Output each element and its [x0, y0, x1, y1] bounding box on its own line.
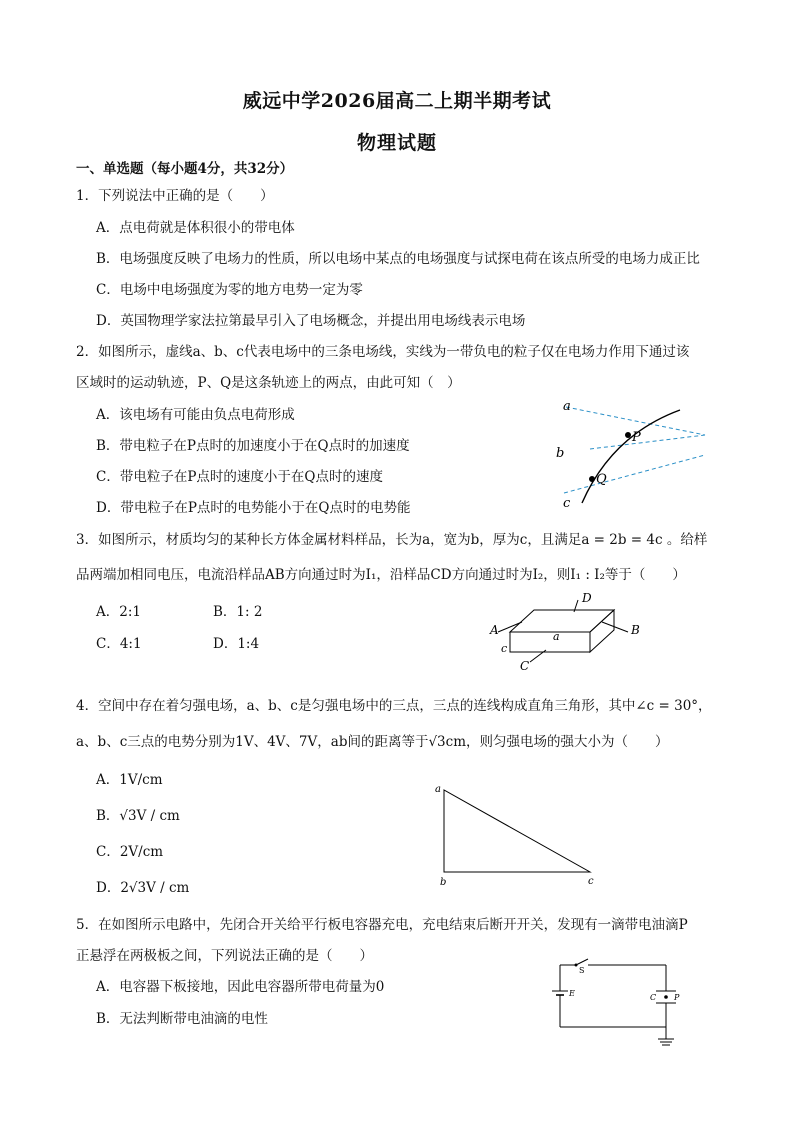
q3-stem-line2: 品两端加相同电压，电流沿样品AB方向通过时为I₁，沿样品CD方向通过时为I₂，则I₁ : I₂等于（ ） [76, 567, 686, 583]
q2-option-c: C．带电粒子在P点时的速度小于在Q点时的速度 [96, 469, 383, 485]
q3-option-d: D．1:4 [213, 636, 260, 652]
block-side-face [590, 610, 614, 652]
section-heading: 一、单选题（每小题4分，共32分） [76, 161, 294, 177]
q3-stem-line1: 3．如图所示，材质均匀的某种长方体金属材料样品，长为a，宽为b，厚为c，且满足a = 2b = 4c 。给样 [76, 532, 708, 548]
q1-option-b: B．电场强度反映了电场力的性质，所以电场中某点的电场强度与试探电荷在该点所受的电场力成正比 [96, 251, 700, 267]
q4-option-c: C．2V/cm [96, 844, 164, 860]
exam-subtitle: 物理试题 [356, 132, 437, 154]
oil-drop-p [664, 995, 668, 999]
label-c: c [563, 496, 571, 511]
block-front-face [510, 632, 590, 652]
label-vertex-a: a [435, 784, 441, 795]
q5-stem-line1: 5．在如图所示电路中，先闭合开关给平行板电容器充电，充电结束后断开开关，发现有一滴带电油滴P [76, 917, 688, 933]
q1-option-c: C．电场中电场强度为零的地方电势一定为零 [96, 282, 363, 298]
q5-option-b: B．无法判断带电油滴的电性 [96, 1011, 268, 1027]
q2-option-b: B．带电粒子在P点时的加速度小于在Q点时的加速度 [96, 438, 410, 454]
q1-stem: 1．下列说法中正确的是（ ） [76, 188, 274, 204]
label-battery-e: E [569, 989, 575, 998]
q5-option-a: A．电容器下板接地，因此电容器所带电荷量为0 [96, 979, 385, 995]
lead-b [602, 622, 628, 632]
label-oil-drop-p: P [674, 993, 680, 1002]
point-q-dot [589, 476, 595, 482]
q4-stem-line2: a、b、c三点的电势分别为1V、4V、7V，ab间的距离等于√3cm，则匀强电场的强大小为（ ） [76, 734, 669, 750]
q3-metal-block-figure [488, 590, 648, 675]
label-a-edge: a [553, 630, 560, 643]
label-D: D [582, 591, 592, 605]
q4-right-triangle-figure [432, 780, 602, 890]
switch-contact [575, 964, 578, 967]
label-switch-s: S [579, 966, 585, 975]
label-vertex-c: c [588, 876, 594, 887]
triangle-abc [444, 790, 590, 872]
q2-field-line-figure [550, 395, 720, 515]
q4-option-b: B．√3V / cm [96, 808, 180, 824]
label-c-edge: c [501, 642, 508, 655]
label-C: C [520, 659, 530, 673]
q3-option-a: A．2:1 [96, 604, 141, 620]
trajectory-curve [582, 410, 680, 503]
field-line-c [564, 455, 705, 493]
q2-stem-line2: 区域时的运动轨迹，P、Q是这条轨迹上的两点，由此可知（ ） [76, 375, 461, 391]
q2-stem-line1: 2．如图所示，虚线a、b、c代表电场中的三条电场线，实线为一带负电的粒子仅在电场力作用下通过该 [76, 344, 690, 360]
label-A: A [490, 623, 499, 637]
label-B: B [631, 623, 640, 637]
field-line-b [590, 435, 705, 449]
q4-option-a: A．1V/cm [96, 772, 163, 788]
label-b: b [556, 446, 565, 461]
lead-a [498, 622, 522, 632]
q3-option-c: C．4:1 [96, 636, 142, 652]
q4-option-d: D．2√3V / cm [96, 880, 190, 896]
q3-option-b: B．1: 2 [213, 604, 263, 620]
q2-option-d: D．带电粒子在P点时的电势能小于在Q点时的电势能 [96, 500, 411, 516]
label-a: a [563, 399, 571, 414]
label-q: Q [596, 472, 607, 487]
switch-s-blade [576, 959, 588, 965]
q5-stem-line2: 正悬浮在两极板之间，下列说法正确的是（ ） [76, 948, 373, 964]
q1-option-d: D．英国物理学家法拉第最早引入了电场概念，并提出用电场线表示电场 [96, 313, 526, 329]
q4-stem-line1: 4．空间中存在着匀强电场，a、b、c是匀强电场中的三点，三点的连线构成直角三角形，其中∠c = 30°， [76, 698, 712, 714]
q5-circuit-figure [548, 955, 683, 1050]
label-capacitor-c: C [650, 993, 657, 1002]
label-vertex-b: b [440, 877, 447, 888]
exam-title: 威远中学2026届高二上期半期考试 [242, 90, 552, 112]
block-top-face [510, 610, 614, 632]
label-p: P [632, 430, 641, 445]
q2-option-a: A．该电场有可能由负点电荷形成 [96, 407, 295, 423]
point-p-dot [625, 432, 631, 438]
q1-option-a: A．点电荷就是体积很小的带电体 [96, 220, 295, 236]
